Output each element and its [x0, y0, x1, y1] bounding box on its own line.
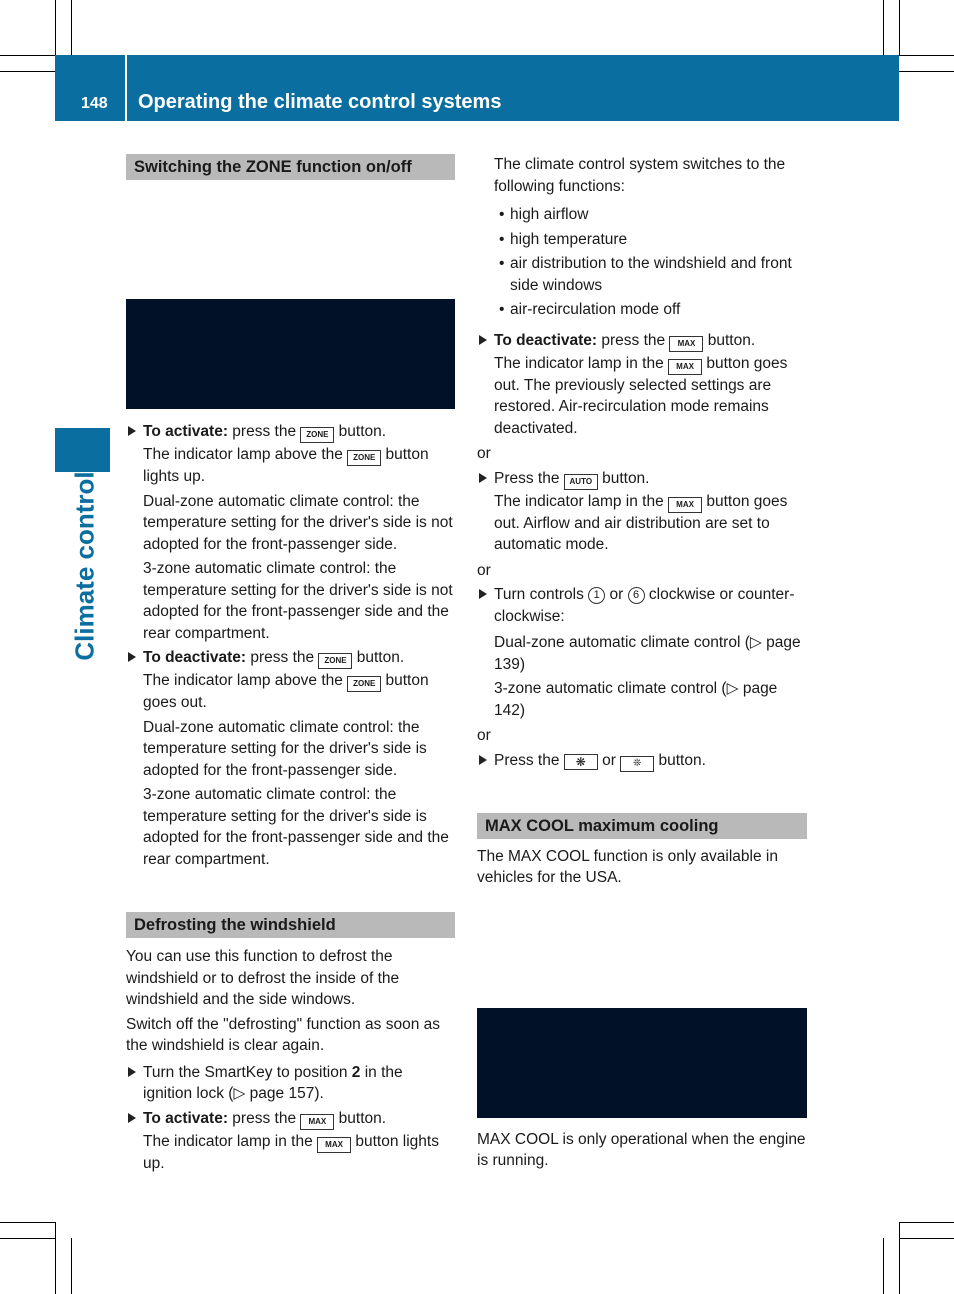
crop-mark — [55, 1222, 56, 1294]
step-deactivate-zone: To deactivate: press the ZONE button. — [126, 647, 455, 669]
zone-button-icon: ZONE — [318, 653, 352, 669]
or-separator: or — [477, 445, 491, 462]
max-defrost-button-icon: MAX — [668, 359, 702, 375]
dual-zone-on-text: Dual-zone automatic climate control: the temperature setting for the driver's side is not adopted for the front-passenger side. — [143, 492, 453, 553]
tri-zone-off-text: 3-zone automatic climate control: the temperature setting for the driver's side is adopted for the front-passenger side and the rear compartment. — [143, 786, 449, 868]
max-defrost-button-icon: MAX — [668, 497, 702, 513]
figure-spacer — [126, 180, 455, 299]
bullet-item: • air-recirculation mode off — [477, 299, 807, 321]
deactivate-defrost-text: The indicator lamp in the MAX button goes out. The previously selected settings are restored. Air-recirculation mode remains deactivated. — [494, 354, 788, 437]
crop-mark — [0, 1238, 55, 1239]
crop-mark — [899, 0, 900, 55]
tri-zone-on-text: 3-zone automatic climate control: the temperature setting for the driver's side is not adopted for the front-passenger side and the rear compartment. — [143, 560, 453, 642]
fan-increase-button-icon: ❋ — [564, 754, 598, 770]
crop-mark — [0, 71, 55, 72]
zone-button-icon: ZONE — [347, 450, 381, 466]
auto-button-icon: AUTO — [564, 474, 598, 490]
side-tab-label: Climate control — [69, 471, 100, 661]
max-defrost-button-icon: MAX — [317, 1137, 351, 1153]
auto-text: The indicator lamp in the MAX button goes out. Airflow and air distribution are set to automatic mode. — [494, 492, 788, 553]
dual-zone-reference: Dual-zone automatic climate control (▷ page 139) — [494, 634, 801, 673]
crop-mark — [71, 0, 72, 55]
maxcool-engine-note: MAX COOL is only operational when the engine is running. — [477, 1130, 806, 1169]
control-number-icon: 6 — [628, 587, 645, 604]
dark-panel-maxcool — [477, 1008, 807, 1118]
crop-mark — [899, 1222, 954, 1223]
switch-intro: The climate control system switches to the following functions: — [494, 156, 786, 195]
tri-zone-reference: 3-zone automatic climate control (▷ page 142) — [494, 680, 778, 719]
bullet-item: • high airflow — [477, 204, 807, 226]
step-activate-zone: To activate: press the ZONE button. — [126, 421, 455, 443]
bullet-item: • air distribution to the windshield and front side windows — [477, 253, 807, 296]
header-divider — [125, 55, 127, 121]
right-column — [477, 154, 807, 1172]
dual-zone-off-text: Dual-zone automatic climate control: the temperature setting for the driver's side is adopted for the front-passenger side. — [143, 718, 427, 779]
step-deactivate-defrost: To deactivate: press the MAX button. — [477, 330, 807, 352]
figure-spacer — [477, 889, 807, 1008]
page-title: Operating the climate control systems — [138, 91, 502, 113]
side-tab-marker — [55, 428, 110, 472]
fan-decrease-button-icon: ❊ — [620, 756, 654, 772]
control-number-icon: 1 — [588, 587, 605, 604]
section-heading-maxcool: MAX COOL maximum cooling — [477, 813, 807, 839]
left-column — [126, 154, 455, 1174]
zone-lamp-on-text: The indicator lamp above the ZONE button lights up. — [143, 446, 429, 485]
defrost-intro-2: Switch off the "defrosting" function as soon as the windshield is clear again. — [126, 1015, 441, 1054]
or-separator: or — [477, 727, 491, 744]
zone-button-icon: ZONE — [347, 676, 381, 692]
section-heading-zone: Switching the ZONE function on/off — [126, 154, 455, 180]
zone-lamp-off-text: The indicator lamp above the ZONE button goes out. — [143, 672, 429, 711]
or-separator: or — [477, 561, 491, 579]
crop-mark — [899, 55, 954, 56]
maxcool-usa-note: The MAX COOL function is only available in vehicles for the USA. — [477, 847, 778, 886]
defrost-lamp-text: The indicator lamp in the MAX button lights up. — [143, 1132, 439, 1172]
max-defrost-button-icon: MAX — [669, 336, 703, 352]
dark-panel-zone — [126, 299, 455, 409]
step-press-auto: Press the AUTO button. — [477, 468, 807, 490]
crop-mark — [899, 71, 954, 72]
zone-button-icon: ZONE — [300, 427, 334, 443]
crop-mark — [883, 1238, 884, 1294]
crop-mark — [71, 1238, 72, 1294]
crop-mark — [899, 1222, 900, 1294]
crop-mark — [899, 1238, 954, 1239]
page-number: 148 — [81, 95, 108, 112]
max-defrost-button-icon: MAX — [300, 1114, 334, 1130]
page-header — [55, 55, 899, 121]
step-turn-controls: Turn controls 1 or 6 clockwise or counter-clockwise: — [477, 584, 807, 627]
step-smartkey: Turn the SmartKey to position 2 in the ignition lock (▷ page 157). — [126, 1062, 455, 1105]
defrost-intro-1: You can use this function to defrost the windshield or to defrost the inside of the windshield and the side windows. — [126, 948, 400, 1008]
section-heading-defrost: Defrosting the windshield — [126, 912, 455, 938]
step-activate-defrost: To activate: press the MAX button. — [126, 1108, 455, 1130]
crop-mark — [55, 0, 56, 55]
bullet-item: • high temperature — [477, 229, 807, 251]
step-press-fan: Press the ❋ or ❊ button. — [477, 750, 807, 772]
crop-mark — [883, 0, 884, 55]
crop-mark — [0, 55, 55, 56]
crop-mark — [0, 1222, 55, 1223]
